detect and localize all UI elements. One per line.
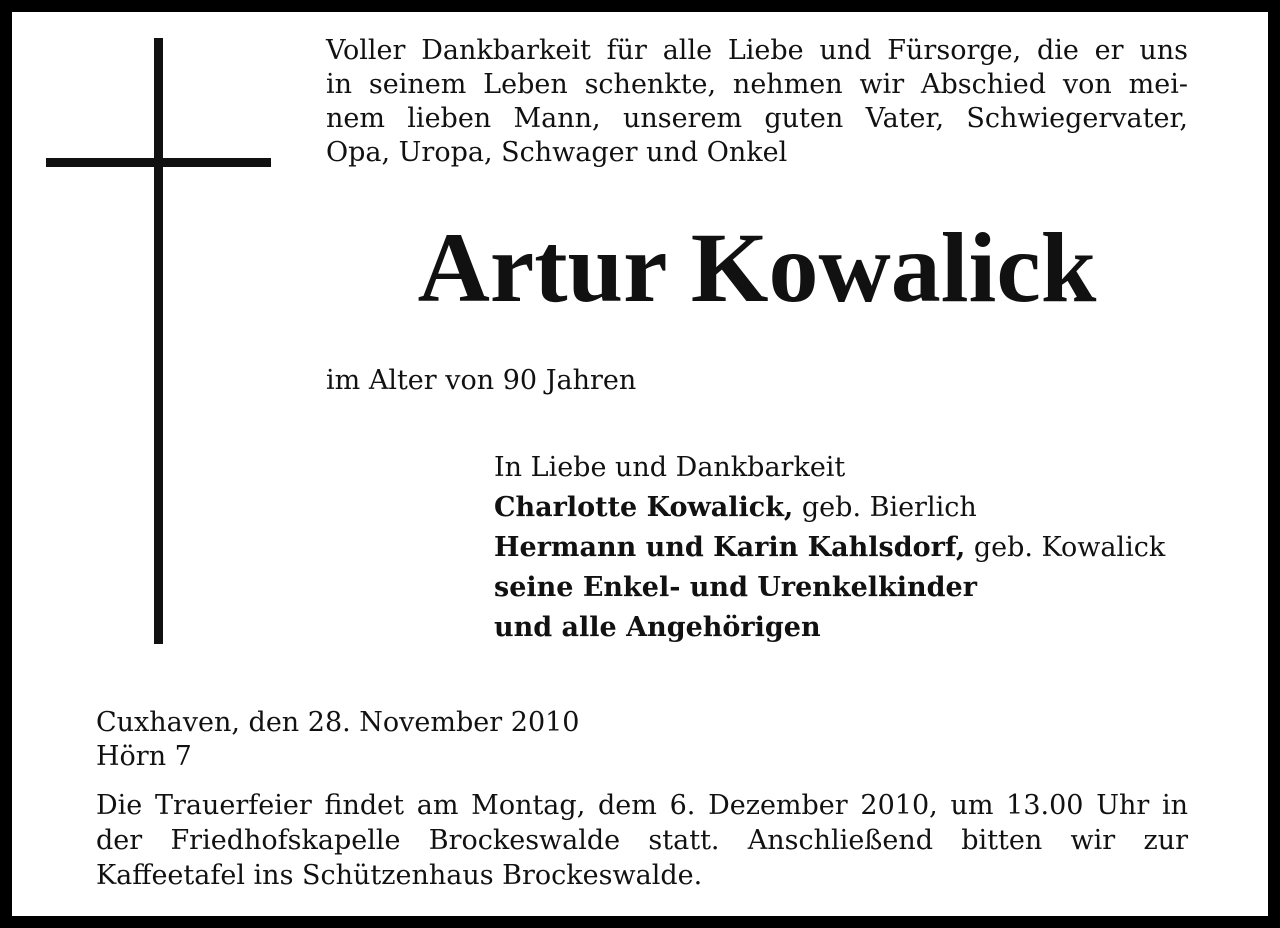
mourner-name: seine Enkel- und Urenkelkinder — [494, 572, 977, 603]
mourner-note: geb. Bierlich — [793, 492, 977, 523]
age-text: im Alter von 90 Jahren — [326, 365, 637, 396]
mourner-row — [494, 488, 1194, 528]
mourner-name: Charlotte Kowalick, — [494, 492, 794, 523]
ceremony-line: Die Trauerfeier findet am Montag, dem 6. Dezember 2010, um 13.00 Uhr in — [96, 790, 1188, 821]
intro-line: Voller Dankbarkeit für alle Liebe und Fürsorge, die er uns — [326, 35, 1188, 66]
mourners-block — [494, 448, 1194, 648]
ceremony-line: der Friedhofskapelle Brockeswalde statt. Anschließend bitten wir zur — [96, 825, 1188, 856]
intro-line: nem lieben Mann, unserem guten Vater, Schwiegervater, — [326, 103, 1188, 134]
mourner-name: und alle Angehörigen — [494, 612, 821, 643]
mourner-name: Hermann und Karin Kahlsdorf, — [494, 532, 966, 563]
place-date-line: Cuxhaven, den 28. November 2010 — [96, 707, 580, 738]
intro-line: in seinem Leben schenkte, nehmen wir Abschied von mei- — [326, 69, 1188, 100]
mourner-row — [494, 528, 1194, 568]
mourner-row — [494, 608, 1194, 648]
mourner-row — [494, 568, 1194, 608]
ceremony-line: Kaffeetafel ins Schützenhaus Brockeswalde. — [96, 860, 703, 891]
mourner-note: geb. Kowalick — [965, 532, 1166, 563]
cross-horizontal-bar — [46, 158, 271, 167]
intro-text — [326, 34, 1188, 170]
mourners-heading: In Liebe und Dankbarkeit — [494, 452, 846, 483]
obituary-notice — [12, 12, 1268, 916]
address-line: Hörn 7 — [96, 741, 192, 772]
intro-line: Opa, Uropa, Schwager und Onkel — [326, 137, 788, 168]
cross-vertical-bar — [154, 38, 163, 644]
deceased-name: Artur Kowalick — [417, 212, 1097, 323]
place-date — [96, 706, 1188, 774]
ceremony-text — [96, 788, 1188, 893]
